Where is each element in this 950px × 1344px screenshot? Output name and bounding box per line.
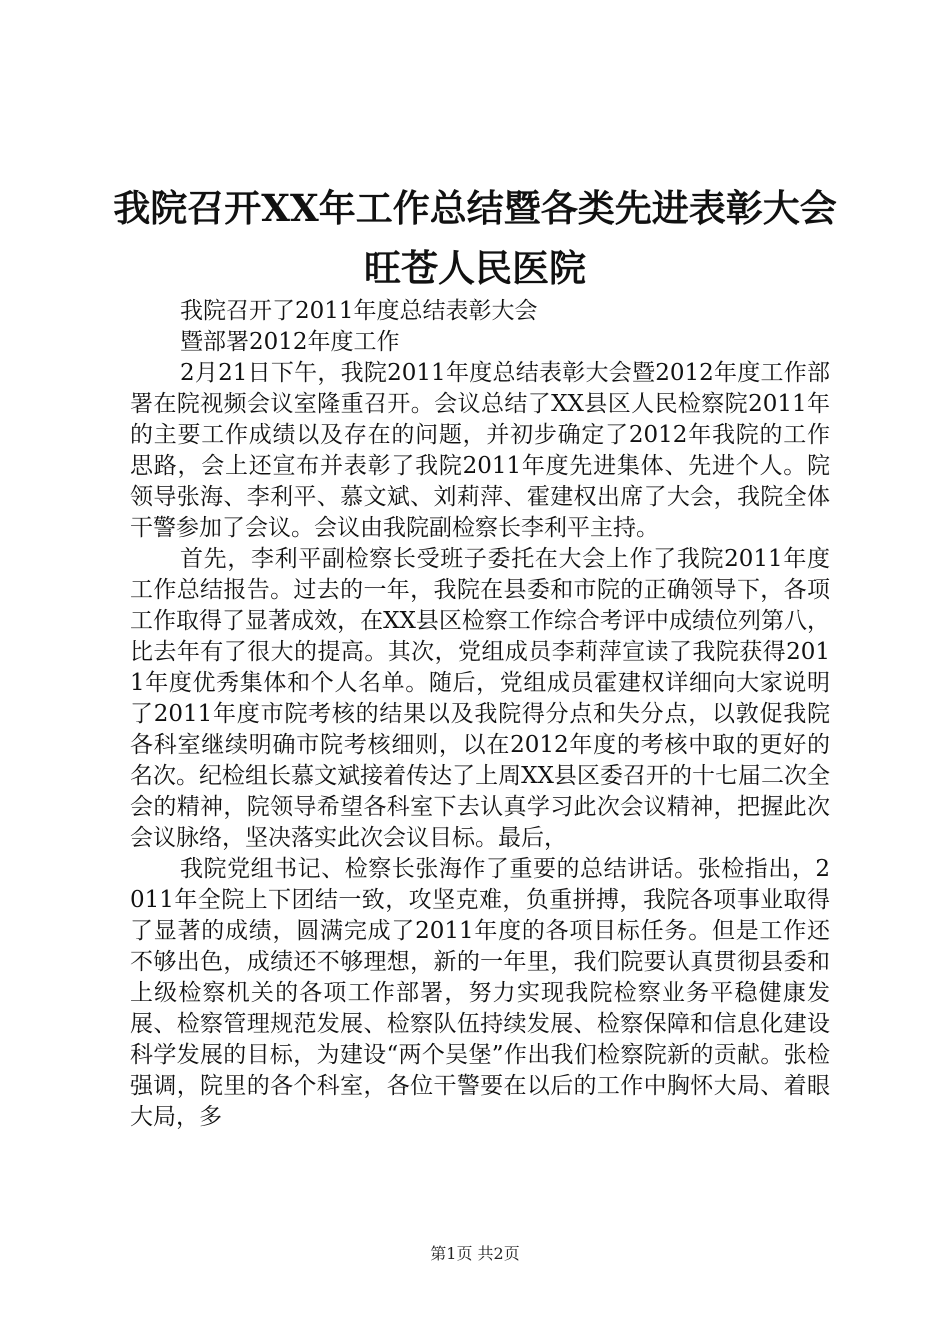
paragraph-meeting-overview: 2月21日下午，我院2011年度总结表彰大会暨2012年度工作部署在院视频会议室隆重召开。会议总结了XX县区人民检察院2011年的主要工作成绩以及存在的问题，并初步确定了2012年我院的工作思路，会上还宣布并表彰了我院2011年度先进集体、先进个人。院领导张海、李利平、慕文斌、刘莉萍、霍建权出席了大会，我院全体干警参加了会议。会议由我院副检察长李利平主持。	[130, 360, 830, 541]
paragraph-work-report: 首先，李利平副检察长受班子委托在大会上作了我院2011年度工作总结报告。过去的一年，我院在县委和市院的正确领导下，各项工作取得了显著成效，在XX县区检察工作综合考评中成绩位列第八，比去年有了很大的提高。其次，党组成员李莉萍宣读了我院获得2011年度优秀集体和个人名单。随后，党组成员霍建权详细向大家说明了2011年度市院考核的结果以及我院得分点和失分点，以敦促我院各科室继续明确市院考核细则，以在2012年度的考核中取的更好的名次。纪检组长慕文斌接着传达了上周XX县区委召开的十七届二次全会的精神，院领导希望各科室下去认真学习此次会议精神，把握此次会议脉络，坚决落实此次会议目标。最后，	[130, 546, 830, 851]
document-title: 我院召开XX年工作总结暨各类先进表彰大会	[113, 186, 837, 230]
document-body	[130, 296, 830, 1133]
page-footer: 第1页 共2页	[430, 1244, 520, 1263]
document-subtitle: 旺苍人民医院	[364, 246, 586, 290]
paragraph-heading-line-2: 暨部署2012年度工作	[180, 329, 400, 355]
paragraph-summary-speech: 我院党组书记、检察长张海作了重要的总结讲话。张检指出，2011年全院上下团结一致，攻坚克难，负重拼搏，我院各项事业取得了显著的成绩，圆满完成了2011年度的各项目标任务。但是工作还不够出色，成绩还不够理想，新的一年里，我们院要认真贯彻县委和上级检察机关的各项工作部署，努力实现我院检察业务平稳健康发展、检察管理规范发展、检察队伍持续发展、检察保障和信息化建设科学发展的目标，为建设“两个吴堡”作出我们检察院新的贡献。张检强调，院里的各个科室，各位干警要在以后的工作中胸怀大局、着眼大局，多	[130, 856, 830, 1130]
paragraph-heading-line-1: 我院召开了2011年度总结表彰大会	[180, 298, 538, 324]
